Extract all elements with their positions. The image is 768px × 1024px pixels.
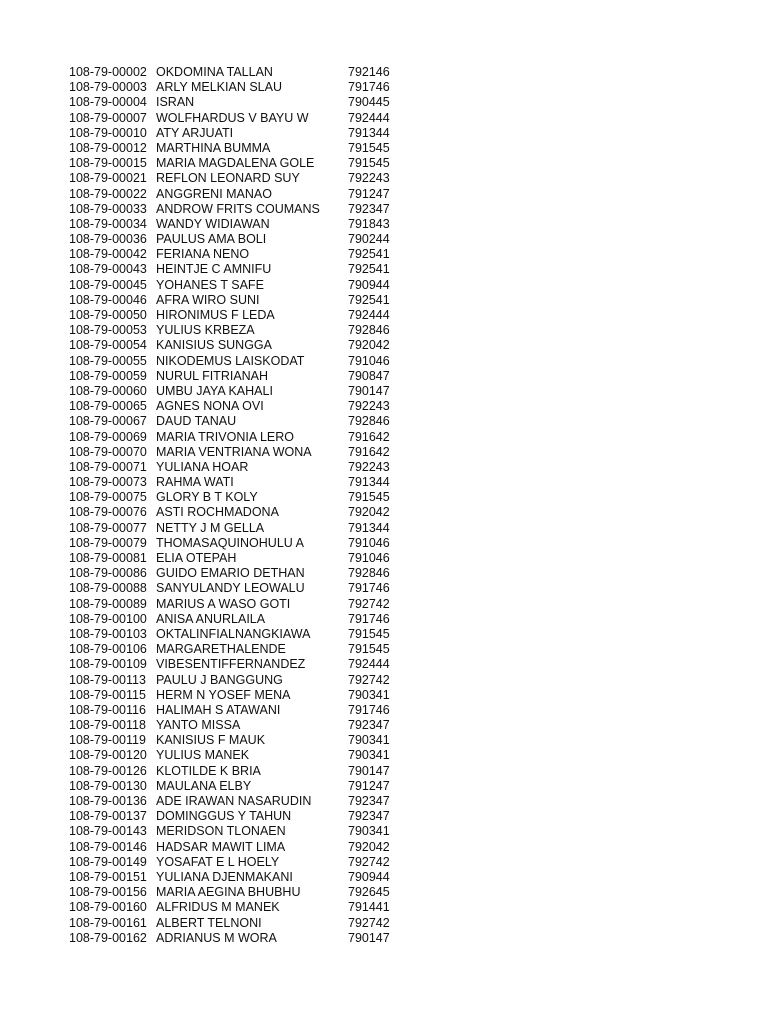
record-code: 792541 [348, 262, 390, 277]
record-id: 108-79-00106 [69, 642, 147, 657]
record-name: YULIUS MANEK [156, 748, 250, 763]
record-id: 108-79-00004 [69, 95, 147, 110]
record-name: AGNES NONA OVI [156, 399, 264, 414]
record-id: 108-79-00136 [69, 794, 147, 808]
record-code: 792444 [348, 308, 390, 322]
record-code: 792243 [348, 171, 390, 186]
record-code: 792243 [348, 459, 390, 474]
record-name: MARIA AEGINA BHUBHU [156, 885, 301, 900]
record-id: 108-79-00160 [69, 900, 147, 915]
record-id: 108-79-00116 [69, 702, 146, 717]
record-id: 108-79-00036 [69, 232, 147, 247]
record-name: WOLFHARDUS V BAYU W [156, 110, 309, 125]
record-name: ADE IRAWAN NASARUDIN [156, 794, 312, 808]
record-id: 108-79-00161 [69, 915, 147, 930]
record-code: 792444 [348, 657, 390, 672]
record-name: ATY ARJUATI [156, 125, 234, 140]
record-name: MARGARETHALENDE [156, 642, 286, 657]
record-name: NURUL FITRIANAH [156, 368, 269, 383]
record-id: 108-79-00081 [69, 551, 147, 565]
record-id: 108-79-00010 [69, 125, 147, 140]
record-code: 792042 [348, 338, 390, 353]
record-code: 791344 [348, 475, 390, 490]
record-id: 108-79-00053 [69, 323, 147, 338]
record-name: NIKODEMUS LAISKODAT [156, 353, 305, 368]
record-code: 790445 [348, 95, 390, 110]
record-code: 792742 [348, 854, 390, 869]
record-id: 108-79-00089 [69, 596, 147, 611]
record-code: 791746 [348, 611, 390, 626]
record-name: MARIA MAGDALENA GOLE [156, 156, 315, 171]
record-code: 792243 [348, 399, 390, 414]
record-id: 108-79-00007 [69, 110, 147, 125]
record-id: 108-79-00137 [69, 809, 147, 824]
record-name: MERIDSON TLONAEN [156, 824, 286, 839]
record-name: DOMINGGUS Y TAHUN [156, 809, 292, 824]
record-name: PAULU J BANGGUNG [156, 672, 283, 687]
record-code: 790944 [348, 277, 390, 292]
record-id: 108-79-00022 [69, 186, 147, 201]
record-id: 108-79-00002 [69, 65, 147, 79]
record-id: 108-79-00065 [69, 399, 147, 414]
record-id: 108-79-00077 [69, 520, 147, 535]
record-name: HEINTJE C AMNIFU [156, 262, 272, 277]
record-name: REFLON LEONARD SUY [156, 171, 300, 186]
record-code: 790944 [348, 869, 390, 884]
record-code: 792444 [348, 110, 390, 125]
record-code: 792645 [348, 885, 390, 900]
record-id: 108-79-00059 [69, 368, 147, 383]
record-id: 108-79-00079 [69, 535, 147, 550]
record-id: 108-79-00146 [69, 839, 147, 854]
record-code: 792742 [348, 915, 390, 930]
record-id: 108-79-00113 [69, 672, 146, 687]
record-name: ALFRIDUS M MANEK [156, 900, 280, 915]
record-code: 792347 [348, 809, 390, 824]
record-name: MARIA TRIVONIA LERO [156, 429, 295, 444]
record-code: 791344 [348, 125, 390, 140]
record-code: 790341 [348, 687, 390, 702]
record-code: 792742 [348, 672, 390, 687]
record-code: 791545 [348, 490, 390, 505]
record-code: 792347 [348, 794, 390, 808]
record-name: VIBESENTIFFERNANDEZ [156, 657, 306, 672]
record-name: YULIUS KRBEZA [156, 323, 255, 338]
record-code: 792846 [348, 566, 390, 581]
record-code: 790147 [348, 930, 390, 945]
record-id: 108-79-00100 [69, 611, 147, 626]
record-name: THOMASAQUINOHULU A [156, 535, 304, 550]
record-code: 792541 [348, 247, 390, 262]
record-name: ARLY MELKIAN SLAU [156, 80, 282, 95]
record-name: MARIUS A WASO GOTI [156, 596, 291, 611]
record-code: 792042 [348, 505, 390, 520]
record-name: ADRIANUS M WORA [156, 930, 277, 945]
record-name: FERIANA NENO [156, 247, 250, 262]
record-id: 108-79-00070 [69, 444, 147, 459]
record-id: 108-79-00003 [69, 80, 147, 95]
record-id: 108-79-00045 [69, 277, 147, 292]
record-name: MARTHINA BUMMA [156, 140, 271, 155]
record-name: ANISA ANURLAILA [156, 611, 266, 626]
record-name: YANTO MISSA [156, 718, 241, 733]
record-id: 108-79-00060 [69, 383, 147, 398]
record-code: 791746 [348, 80, 390, 95]
record-code: 791545 [348, 156, 390, 171]
record-code: 792347 [348, 718, 390, 733]
record-name: ALBERT TELNONI [156, 915, 262, 930]
record-id: 108-79-00086 [69, 566, 147, 581]
record-name: HIRONIMUS F LEDA [156, 308, 275, 322]
record-code: 791046 [348, 535, 390, 550]
record-name: KANISIUS F MAUK [156, 733, 266, 748]
record-code: 790341 [348, 733, 390, 748]
record-code: 792042 [348, 839, 390, 854]
record-name: PAULUS AMA BOLI [156, 232, 267, 247]
record-id: 108-79-00120 [69, 748, 147, 763]
record-code: 791441 [348, 900, 390, 915]
record-code: 792846 [348, 323, 390, 338]
record-id: 108-79-00103 [69, 626, 147, 641]
record-id: 108-79-00088 [69, 581, 147, 596]
record-id: 108-79-00126 [69, 763, 147, 778]
record-id: 108-79-00119 [69, 733, 146, 748]
record-name: HALIMAH S ATAWANI [156, 702, 281, 717]
record-id: 108-79-00054 [69, 338, 147, 353]
record-id: 108-79-00055 [69, 353, 147, 368]
record-name: ANDROW FRITS COUMANS [156, 201, 320, 216]
record-id: 108-79-00033 [69, 201, 147, 216]
record-id: 108-79-00162 [69, 930, 147, 945]
record-name: MARIA VENTRIANA WONA [156, 444, 312, 459]
record-name: GLORY B T KOLY [156, 490, 258, 505]
record-code: 791344 [348, 520, 390, 535]
record-name: ELIA OTEPAH [156, 551, 237, 565]
record-id: 108-79-00046 [69, 292, 147, 307]
record-code: 790147 [348, 763, 390, 778]
record-code: 791843 [348, 216, 390, 231]
record-name: YULIANA DJENMAKANI [156, 869, 293, 884]
record-name: YULIANA HOAR [156, 459, 249, 474]
record-name: OKDOMINA TALLAN [156, 65, 273, 79]
record-name: HADSAR MAWIT LIMA [156, 839, 286, 854]
record-code: 792541 [348, 292, 390, 307]
record-name: KLOTILDE K BRIA [156, 763, 261, 778]
record-code: 792146 [348, 65, 390, 79]
record-code: 791642 [348, 444, 390, 459]
record-code: 792347 [348, 201, 390, 216]
record-name: SANYULANDY LEOWALU [156, 581, 305, 596]
record-id: 108-79-00156 [69, 885, 147, 900]
record-id: 108-79-00012 [69, 140, 147, 155]
record-name: KANISIUS SUNGGA [156, 338, 272, 353]
record-name: MAULANA ELBY [156, 778, 252, 793]
record-name: ASTI ROCHMADONA [156, 505, 279, 520]
record-name: HERM N YOSEF MENA [156, 687, 291, 702]
record-id: 108-79-00149 [69, 854, 147, 869]
record-id: 108-79-00042 [69, 247, 147, 262]
record-id: 108-79-00034 [69, 216, 147, 231]
record-code: 792742 [348, 596, 390, 611]
record-id: 108-79-00021 [69, 171, 147, 186]
record-code: 790341 [348, 824, 390, 839]
record-code: 790847 [348, 368, 390, 383]
record-code: 792846 [348, 414, 390, 429]
record-name: WANDY WIDIAWAN [156, 216, 270, 231]
record-id: 108-79-00130 [69, 778, 147, 793]
record-code: 790147 [348, 383, 390, 398]
record-code: 791642 [348, 429, 390, 444]
record-name: ISRAN [156, 95, 195, 110]
record-id: 108-79-00071 [69, 459, 147, 474]
record-code: 791247 [348, 778, 390, 793]
record-name: OKTALINFIALNANGKIAWA [156, 626, 311, 641]
record-code: 790341 [348, 748, 390, 763]
record-id: 108-79-00069 [69, 429, 147, 444]
record-code: 791247 [348, 186, 390, 201]
record-id: 108-79-00043 [69, 262, 147, 277]
record-id: 108-79-00115 [69, 687, 146, 702]
record-id: 108-79-00015 [69, 156, 147, 171]
record-name: GUIDO EMARIO DETHAN [156, 566, 305, 581]
record-code: 791046 [348, 353, 390, 368]
record-id: 108-79-00151 [69, 869, 147, 884]
record-name: UMBU JAYA KAHALI [156, 383, 273, 398]
record-id: 108-79-00076 [69, 505, 147, 520]
record-id: 108-79-00109 [69, 657, 147, 672]
record-id: 108-79-00143 [69, 824, 147, 839]
record-name: NETTY J M GELLA [156, 520, 265, 535]
record-name: ANGGRENI MANAO [156, 186, 272, 201]
record-code: 791545 [348, 626, 390, 641]
record-code: 791545 [348, 140, 390, 155]
record-code: 791545 [348, 642, 390, 657]
record-id: 108-79-00075 [69, 490, 147, 505]
record-id: 108-79-00050 [69, 308, 147, 322]
record-name: DAUD TANAU [156, 414, 237, 429]
record-name: YOHANES T SAFE [156, 277, 264, 292]
record-id: 108-79-00118 [69, 718, 146, 733]
record-id: 108-79-00073 [69, 475, 147, 490]
record-id: 108-79-00067 [69, 414, 147, 429]
record-code: 790244 [348, 232, 390, 247]
record-name: RAHMA WATI [156, 475, 234, 490]
record-name: AFRA WIRO SUNI [156, 292, 260, 307]
record-code: 791746 [348, 581, 390, 596]
record-code: 791046 [348, 551, 390, 565]
record-code: 791746 [348, 702, 390, 717]
record-name: YOSAFAT E L HOELY [156, 854, 280, 869]
